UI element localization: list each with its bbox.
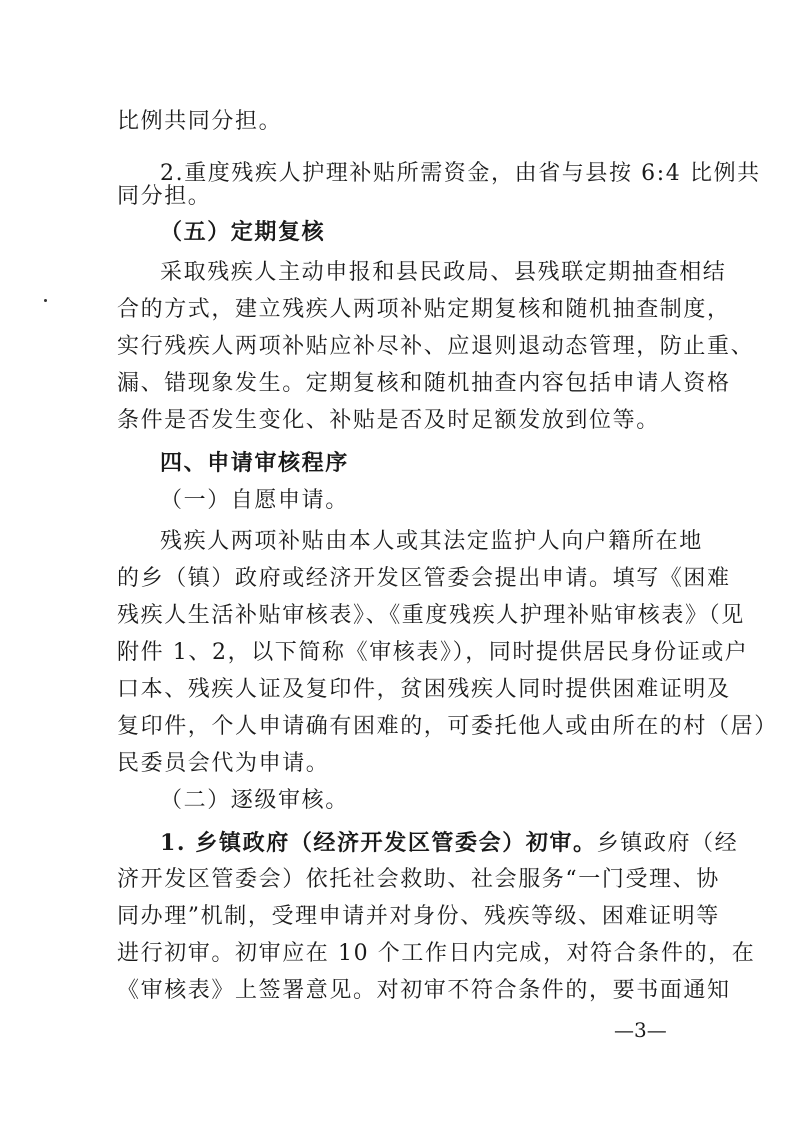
- body-line-rest: 乡镇政府（经: [596, 831, 739, 856]
- body-line: 2.重度残疾人护理补贴所需资金，由省与县按 6:4 比例共: [160, 161, 761, 186]
- body-line: 同分担。: [117, 184, 212, 209]
- body-line: 合的方式，建立残疾人两项补贴定期复核和随机抽查制度，: [117, 297, 731, 322]
- section-heading: （五）定期复核: [160, 219, 326, 245]
- section-heading: （二）逐级审核。: [160, 788, 349, 813]
- body-line: 比例共同分担。: [117, 109, 283, 134]
- body-line: 《审核表》上签署意见。对初审不符合条件的，要书面通知: [117, 978, 731, 1003]
- body-line: 复印件，个人申请确有困难的，可委托他人或由所在的村（居）: [117, 714, 778, 739]
- body-line: 附件 1、2，以下简称《审核表》），同时提供居民身份证或户: [117, 640, 749, 665]
- section-heading: （一）自愿申请。: [160, 488, 349, 513]
- run-in-heading: 1. 乡镇政府（经济开发区管委会）初审。: [160, 830, 597, 856]
- body-line: 民委员会代为申请。: [117, 751, 330, 776]
- body-line: 进行初审。初审应在 10 个工作日内完成，对符合条件的，在: [117, 941, 756, 966]
- body-line: 残疾人两项补贴由本人或其法定监护人向户籍所在地: [160, 529, 703, 554]
- body-line: 的乡（镇）政府或经济开发区管委会提出申请。填写《困难: [117, 566, 731, 591]
- body-line: 同办理”机制，受理申请并对身份、残疾等级、困难证明等: [117, 904, 720, 929]
- body-line: 残疾人生活补贴审核表》、《重度残疾人护理补贴审核表》（见: [117, 603, 745, 628]
- body-line: 济开发区管委会）依托社会救助、社会服务“一门受理、协: [117, 867, 720, 892]
- body-line: 采取残疾人主动申报和县民政局、县残联定期抽查相结: [160, 260, 727, 285]
- body-line: [160, 826, 738, 860]
- scan-speck: [44, 299, 47, 302]
- chapter-heading: 四、申请审核程序: [160, 450, 349, 476]
- body-line: 漏、错现象发生。定期复核和随机抽查内容包括申请人资格: [117, 371, 731, 396]
- body-line: 实行残疾人两项补贴应补尽补、应退则退动态管理，防止重、: [117, 334, 755, 359]
- page-number: —3—: [614, 1018, 667, 1042]
- body-line: 条件是否发生变化、补贴是否及时足额发放到位等。: [117, 408, 660, 433]
- body-line: 口本、残疾人证及复印件，贫困残疾人同时提供困难证明及: [117, 677, 731, 702]
